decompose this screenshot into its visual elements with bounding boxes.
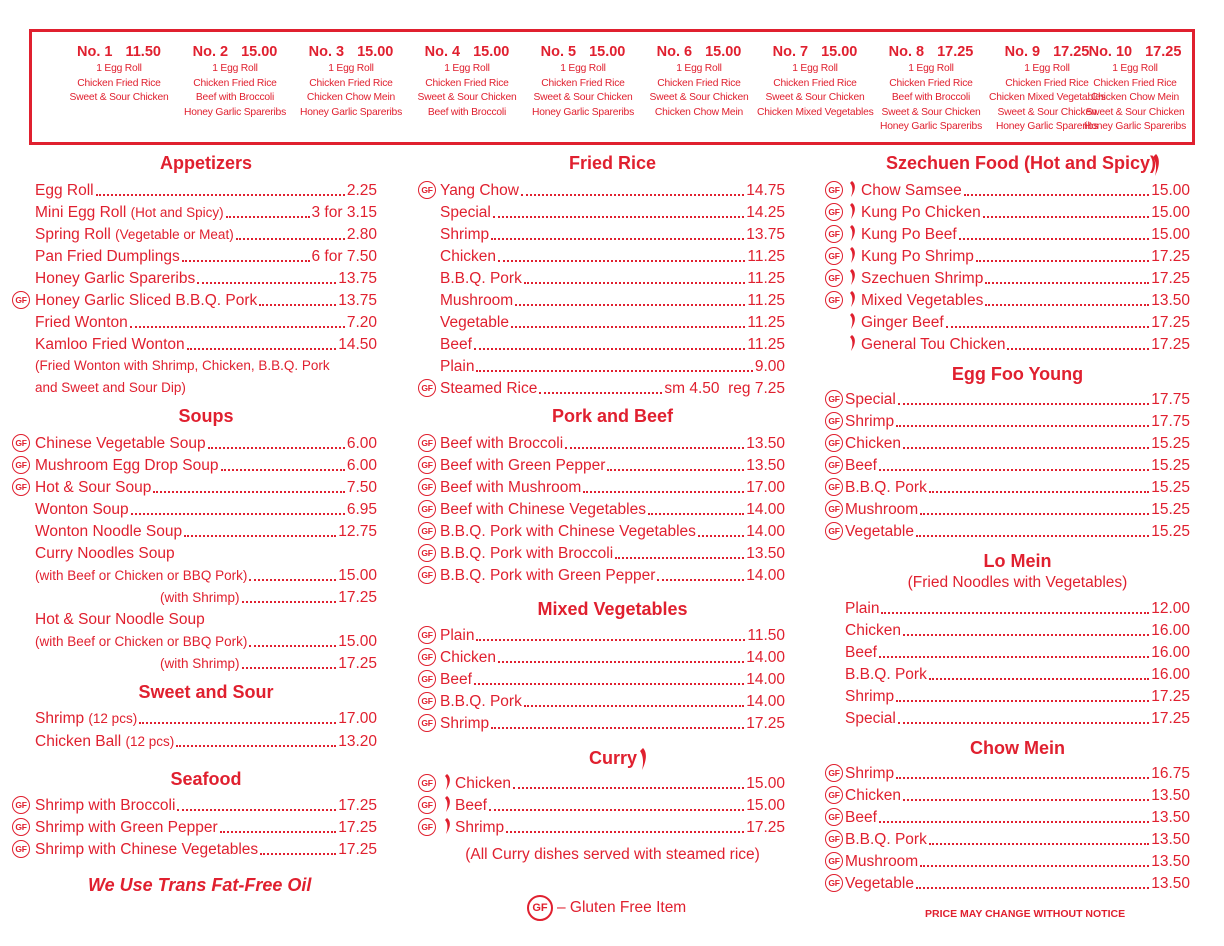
gluten-free-icon: GF [418, 434, 436, 452]
gluten-free-icon: GF [418, 796, 436, 814]
combo-number: No. 3 [308, 44, 345, 60]
menu-item-option: (with Beef or Chicken or BBQ Pork) 15.00 [35, 567, 377, 584]
egg-foo-young-title: Egg Foo Young [951, 364, 1084, 384]
combo-item: 1 Egg Roll [1112, 63, 1158, 74]
menu-item: Yang Chow 14.75 [440, 182, 785, 199]
combo-price: 15.00 [241, 44, 278, 60]
price-notice: PRICE MAY CHANGE WITHOUT NOTICE [925, 908, 1126, 920]
menu-item: Chicken 15.25 [845, 435, 1190, 452]
menu-item-option: (with Beef or Chicken or BBQ Pork) 15.00 [35, 633, 377, 650]
menu-item: B.B.Q. Pork 14.00 [440, 693, 785, 710]
chili-pepper-icon [444, 818, 452, 834]
combo-item: Honey Garlic Spareribs [183, 106, 287, 118]
menu-item: Plain 12.00 [845, 600, 1190, 617]
menu-item: Shrimp with Green Pepper 17.25 [35, 819, 377, 836]
combo-price: 15.00 [821, 44, 858, 60]
menu-item: Chicken Ball (12 pcs) 13.20 [35, 733, 377, 750]
gluten-free-icon: GF [418, 500, 436, 518]
menu-item: B.B.Q. Pork 11.25 [440, 270, 785, 287]
lo-mein-subtitle: (Fried Noodles with Vegetables) [907, 574, 1128, 591]
combo-price: 17.25 [1053, 44, 1090, 60]
combo-6 [641, 42, 757, 120]
combo-box [29, 29, 1195, 145]
menu-item: Beef with Green Pepper 13.50 [440, 457, 785, 474]
menu-item: Special 17.75 [845, 391, 1190, 408]
gluten-free-icon: GF [825, 852, 843, 870]
combo-item: Chicken Fried Rice [193, 77, 277, 89]
chili-pepper-icon [849, 203, 857, 219]
combo-number: No. 7 [772, 44, 809, 60]
menu-item: Beef 14.00 [440, 671, 785, 688]
menu-item: Vegetable 13.50 [845, 875, 1190, 892]
combo-item: Chicken Chow Mein [306, 92, 396, 103]
gluten-free-icon: GF [418, 544, 436, 562]
gluten-free-icon: GF [418, 456, 436, 474]
combo-item: Chicken Fried Rice [889, 77, 973, 89]
gluten-free-icon: GF [12, 840, 30, 858]
menu-item: Kamloo Fried Wonton 14.50 [35, 336, 377, 353]
combo-item: Sweet & Sour Chicken [533, 92, 633, 103]
combo-item: 1 Egg Roll [1024, 63, 1070, 74]
soups-title: Soups [178, 406, 234, 426]
chili-pepper-icon [849, 335, 857, 351]
combo-item: Sweet & Sour Chicken [1085, 106, 1185, 118]
combo-item: Beef with Broccoli [195, 92, 275, 103]
menu-item: Mini Egg Roll (Hot and Spicy) 3 for 3.15 [35, 204, 377, 221]
menu-item-option: (with Shrimp) 17.25 [160, 655, 377, 672]
chili-pepper-icon [1151, 153, 1161, 177]
combo-price: 11.50 [125, 44, 161, 60]
menu-item: Plain 11.50 [440, 627, 785, 644]
menu-item: Special 17.25 [845, 710, 1190, 727]
combo-item: Honey Garlic Spareribs [879, 121, 983, 132]
gluten-free-icon: GF [12, 796, 30, 814]
gluten-free-icon: GF [825, 874, 843, 892]
combo-item: 1 Egg Roll [908, 63, 954, 74]
menu-item: Beef 16.00 [845, 644, 1190, 661]
pork-beef-title: Pork and Beef [551, 406, 674, 426]
menu-item: Chicken 11.25 [440, 248, 785, 265]
combo-item: Honey Garlic Spareribs [995, 121, 1099, 132]
combo-4 [409, 42, 525, 120]
gluten-free-icon: GF [825, 412, 843, 430]
trans-fat-note: We Use Trans Fat-Free Oil [88, 875, 312, 895]
chili-pepper-icon [849, 181, 857, 197]
combo-item: Sweet & Sour Chicken [69, 92, 169, 103]
item-description: (Fried Wonton with Shrimp, Chicken, B.B.Q. Pork [35, 358, 330, 373]
gluten-free-icon: GF [418, 818, 436, 836]
gluten-free-icon: GF [12, 434, 30, 452]
menu-item: B.B.Q. Pork 15.25 [845, 479, 1190, 496]
combo-item: Chicken Chow Mein [654, 106, 744, 118]
combo-item: Chicken Fried Rice [425, 77, 509, 89]
gluten-free-icon: GF [418, 181, 436, 199]
gluten-free-icon: GF [825, 203, 843, 221]
combo-number: No. 8 [888, 44, 925, 60]
gluten-free-icon: GF [418, 522, 436, 540]
menu-item: B.B.Q. Pork with Chinese Vegetables 14.00 [440, 523, 785, 540]
menu-item: Shrimp 17.75 [845, 413, 1190, 430]
gluten-free-icon: GF [12, 818, 30, 836]
combo-number: No. 10 [1088, 44, 1133, 60]
menu-item: Honey Garlic Spareribs 13.75 [35, 270, 377, 287]
combo-item: Beef with Broccoli [427, 106, 507, 118]
combo-number: No. 4 [424, 44, 461, 60]
menu-item: Vegetable 11.25 [440, 314, 785, 331]
gluten-free-icon: GF [825, 291, 843, 309]
menu-item-option: (with Shrimp) 17.25 [160, 589, 377, 606]
chili-pepper-icon [638, 748, 648, 770]
gluten-free-icon: GF [825, 269, 843, 287]
gluten-free-icon: GF [825, 478, 843, 496]
gluten-free-icon: GF [418, 670, 436, 688]
menu-item: Szechuen Shrimp 17.25 [861, 270, 1190, 287]
menu-item: Kung Po Chicken 15.00 [861, 204, 1190, 221]
combo-price: 17.25 [1145, 44, 1182, 60]
menu-item: Chow Samsee 15.00 [861, 182, 1190, 199]
combo-item: Chicken Chow Mein [1090, 92, 1180, 103]
menu-item: Mushroom 13.50 [845, 853, 1190, 870]
menu-item: Hot & Sour Soup 7.50 [35, 479, 377, 496]
gluten-free-icon: GF [825, 225, 843, 243]
chili-pepper-icon [849, 247, 857, 263]
combo-item: Honey Garlic Spareribs [299, 106, 403, 118]
combo-number: No. 5 [540, 44, 577, 60]
gluten-free-icon: GF [825, 500, 843, 518]
combo-price: 15.00 [705, 44, 742, 60]
menu-item: Beef with Chinese Vegetables 14.00 [440, 501, 785, 518]
chili-pepper-icon [444, 774, 452, 790]
legend-text: – Gluten Free Item [557, 899, 687, 916]
combo-item: Chicken Fried Rice [309, 77, 393, 89]
menu-item: B.B.Q. Pork 16.00 [845, 666, 1190, 683]
menu-item: Wonton Noodle Soup 12.75 [35, 523, 377, 540]
gluten-free-icon: GF [825, 522, 843, 540]
appetizers-title: Appetizers [159, 153, 253, 173]
sweet-sour-title: Sweet and Sour [138, 682, 274, 702]
menu-item: Beef 15.00 [455, 797, 785, 814]
menu-item: Mushroom 15.25 [845, 501, 1190, 518]
combo-3 [293, 42, 409, 120]
gluten-free-icon: GF [12, 478, 30, 496]
menu-item: Shrimp 17.25 [845, 688, 1190, 705]
combo-item: Sweet & Sour Chicken [649, 92, 749, 103]
chow-mein-title: Chow Mein [970, 738, 1065, 758]
combo-price: 15.00 [589, 44, 626, 60]
menu-item: B.B.Q. Pork with Green Pepper 14.00 [440, 567, 785, 584]
chili-pepper-icon [849, 291, 857, 307]
gluten-free-icon: GF [825, 456, 843, 474]
menu-item: Honey Garlic Sliced B.B.Q. Pork 13.75 [35, 292, 377, 309]
menu-item: Mixed Vegetables 13.50 [861, 292, 1190, 309]
menu-item: Beef with Mushroom 17.00 [440, 479, 785, 496]
menu-item: Shrimp (12 pcs) 17.00 [35, 710, 377, 727]
gluten-free-icon: GF [418, 648, 436, 666]
combo-item: Chicken Fried Rice [773, 77, 857, 89]
gluten-free-icon: GF [825, 830, 843, 848]
combo-item: 1 Egg Roll [676, 63, 722, 74]
combo-item: Chicken Mixed Vegetables [757, 106, 874, 118]
menu-item: Beef 13.50 [845, 809, 1190, 826]
combo-item: 1 Egg Roll [444, 63, 490, 74]
szechuen-title: Szechuen Food (Hot and Spicy) [886, 153, 1157, 173]
menu-item: Beef 15.25 [845, 457, 1190, 474]
curry-note: (All Curry dishes served with steamed rice) [465, 846, 760, 863]
seafood-title: Seafood [170, 769, 242, 789]
combo-item: 1 Egg Roll [792, 63, 838, 74]
menu-item: Spring Roll (Vegetable or Meat) 2.80 [35, 226, 377, 243]
menu-item: Egg Roll 2.25 [35, 182, 377, 199]
menu-item: B.B.Q. Pork with Broccoli 13.50 [440, 545, 785, 562]
combo-item: 1 Egg Roll [96, 63, 142, 74]
gluten-free-icon: GF [825, 390, 843, 408]
gluten-free-icon: GF [418, 774, 436, 792]
gluten-free-icon: GF [825, 764, 843, 782]
menu-item: Shrimp with Broccoli 17.25 [35, 797, 377, 814]
combo-number: No. 6 [656, 44, 693, 60]
combo-price: 15.00 [357, 44, 394, 60]
menu-item: Pan Fried Dumplings 6 for 7.50 [35, 248, 377, 265]
combo-number: No. 1 [77, 44, 113, 60]
menu-item: Chicken 13.50 [845, 787, 1190, 804]
menu-item: Chicken 15.00 [455, 775, 785, 792]
gluten-free-icon: GF [12, 291, 30, 309]
gluten-free-icon: GF [825, 181, 843, 199]
chili-pepper-icon [849, 313, 857, 329]
gluten-free-icon: GF [418, 626, 436, 644]
combo-item: Chicken Fried Rice [77, 77, 161, 89]
combo-8 [873, 42, 989, 135]
combo-price: 17.25 [937, 44, 974, 60]
lo-mein-title: Lo Mein [983, 551, 1052, 571]
chili-pepper-icon [849, 225, 857, 241]
menu-item: Steamed Rice sm 4.50 reg 7.25 [440, 380, 785, 397]
menu-item: Wonton Soup 6.95 [35, 501, 377, 518]
menu-item: Plain 9.00 [440, 358, 785, 375]
menu-item: Ginger Beef 17.25 [861, 314, 1190, 331]
combo-item: Beef with Broccoli [891, 92, 971, 103]
chili-pepper-icon [444, 796, 452, 812]
gluten-free-icon: GF [527, 895, 553, 921]
combo-item: Sweet & Sour Chicken [765, 92, 865, 103]
menu-item: Chinese Vegetable Soup 6.00 [35, 435, 377, 452]
gluten-free-icon: GF [825, 247, 843, 265]
gluten-free-icon: GF [418, 714, 436, 732]
menu-item: Chicken 14.00 [440, 649, 785, 666]
menu-item: Vegetable 15.25 [845, 523, 1190, 540]
combo-item: 1 Egg Roll [328, 63, 374, 74]
menu-item: Shrimp 13.75 [440, 226, 785, 243]
menu-item: Shrimp 17.25 [455, 819, 785, 836]
combo-item: 1 Egg Roll [560, 63, 606, 74]
gluten-free-legend [527, 895, 686, 921]
menu-item: Kung Po Shrimp 17.25 [861, 248, 1190, 265]
menu-item: Shrimp 16.75 [845, 765, 1190, 782]
menu-item: Beef with Broccoli 13.50 [440, 435, 785, 452]
gluten-free-icon: GF [825, 786, 843, 804]
combo-item: Honey Garlic Spareribs [1083, 121, 1187, 132]
gluten-free-icon: GF [418, 566, 436, 584]
chili-pepper-icon [849, 269, 857, 285]
menu-item: Special 14.25 [440, 204, 785, 221]
combo-item: Chicken Mixed Vegetables [989, 92, 1106, 103]
gluten-free-icon: GF [418, 692, 436, 710]
menu-item: General Tou Chicken 17.25 [861, 336, 1190, 353]
combo-item: Sweet & Sour Chicken [417, 92, 517, 103]
combo-10 [1077, 42, 1193, 135]
menu-item: Shrimp 17.25 [440, 715, 785, 732]
menu-item: Beef 11.25 [440, 336, 785, 353]
combo-item: 1 Egg Roll [212, 63, 258, 74]
gluten-free-icon: GF [825, 434, 843, 452]
gluten-free-icon: GF [12, 456, 30, 474]
item-description: and Sweet and Sour Dip) [35, 380, 186, 395]
combo-number: No. 9 [1004, 44, 1041, 60]
gluten-free-icon: GF [418, 478, 436, 496]
combo-7 [757, 42, 873, 120]
menu-item: Kung Po Beef 15.00 [861, 226, 1190, 243]
combo-item: Sweet & Sour Chicken [881, 106, 981, 118]
combo-item: Sweet & Sour Chicken [997, 106, 1097, 118]
menu-item: B.B.Q. Pork 13.50 [845, 831, 1190, 848]
fried-rice-title: Fried Rice [568, 153, 657, 173]
menu-item: Chicken 16.00 [845, 622, 1190, 639]
combo-1 [61, 42, 177, 106]
menu-item: Mushroom 11.25 [440, 292, 785, 309]
combo-item: Chicken Fried Rice [541, 77, 625, 89]
gluten-free-icon: GF [825, 808, 843, 826]
menu-item: Mushroom Egg Drop Soup 6.00 [35, 457, 377, 474]
mixed-veg-title: Mixed Vegetables [537, 599, 688, 619]
combo-item: Honey Garlic Spareribs [531, 106, 635, 118]
menu-item: Fried Wonton 7.20 [35, 314, 377, 331]
combo-item: Chicken Fried Rice [1005, 77, 1089, 89]
gluten-free-icon: GF [418, 379, 436, 397]
combo-5 [525, 42, 641, 120]
combo-item: Chicken Fried Rice [657, 77, 741, 89]
menu-item: Shrimp with Chinese Vegetables 17.25 [35, 841, 377, 858]
combo-item: Chicken Fried Rice [1093, 77, 1177, 89]
menu-item: Hot & Sour Noodle Soup [35, 611, 205, 628]
combo-2 [177, 42, 293, 120]
combo-number: No. 2 [192, 44, 229, 60]
combo-price: 15.00 [473, 44, 510, 60]
menu-item: Curry Noodles Soup [35, 545, 175, 562]
curry-title: Curry [589, 748, 638, 768]
